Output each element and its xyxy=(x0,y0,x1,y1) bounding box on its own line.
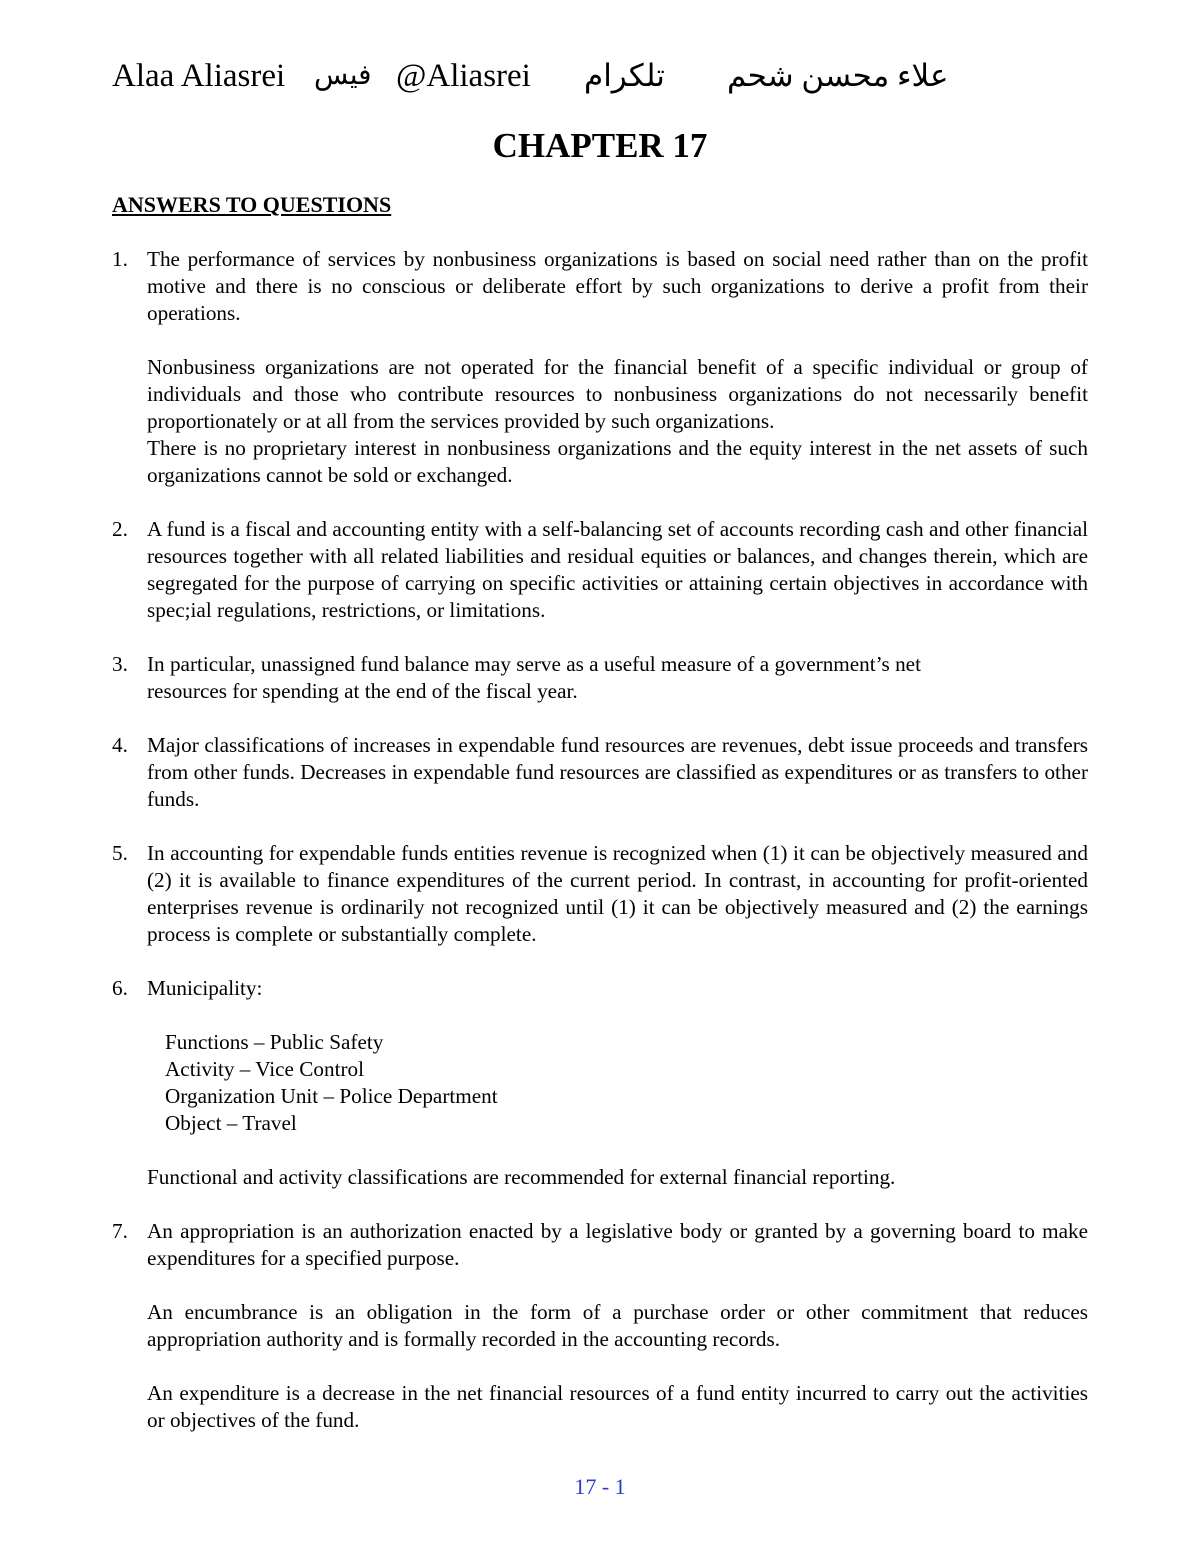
answer-intro: Municipality: xyxy=(147,976,263,1000)
answer-item-7 xyxy=(112,1218,1088,1434)
answer-number: 7. xyxy=(112,1219,128,1243)
answer-closing: Functional and activity classifications are recommended for external financial reporting. xyxy=(147,1165,896,1189)
answer-paragraph: In particular, unassigned fund balance may serve as a useful measure of a government’s net xyxy=(147,652,921,676)
header-author-name: Alaa Aliasrei xyxy=(112,58,286,94)
answer-paragraph: There is no proprietary interest in nonbusiness organizations and the equity interest in the net assets of such organizations cannot be sold or exchanged. xyxy=(147,436,1088,487)
answer-paragraph: An encumbrance is an obligation in the form of a purchase order or other commitment that reduces appropriation authority and is formally recorded in the accounting records. xyxy=(147,1300,1088,1351)
answer-paragraph: A fund is a fiscal and accounting entity with a self-balancing set of accounts recording cash and other financial resources together with all related liabilities and residual equities or balances, and changes therein, which are segregated for the purpose of carrying on specific activities or attaining certain objectives in accordance with spec;ial regulations, restrictions, or limitations. xyxy=(147,517,1088,622)
answer-number: 3. xyxy=(112,652,128,676)
answer-item-1 xyxy=(112,246,1088,489)
answer-item-4 xyxy=(112,732,1088,813)
answer-item-3 xyxy=(112,651,1088,705)
header-arabic-telegram: تلكرام xyxy=(584,58,665,93)
answer-paragraph: An expenditure is a decrease in the net financial resources of a fund entity incurred to carry out the activities or objectives of the fund. xyxy=(147,1381,1088,1432)
header-handle: @Aliasrei xyxy=(396,58,531,94)
header-arabic-facebook: فيس xyxy=(314,60,372,91)
header-line xyxy=(112,52,1072,100)
answers-list xyxy=(112,246,1088,1461)
classification-item: Activity – Vice Control xyxy=(165,1057,365,1081)
answer-paragraph: An appropriation is an authorization enacted by a legislative body or granted by a governing board to make expenditures for a specified purpose. xyxy=(147,1219,1088,1270)
answer-paragraph: Major classifications of increases in expendable fund resources are revenues, debt issue proceeds and transfers from other funds. Decreases in expendable fund resources are classified as expenditures or as transfers to other funds. xyxy=(147,733,1088,811)
classification-item: Functions – Public Safety xyxy=(165,1030,384,1054)
answer-number: 2. xyxy=(112,517,128,541)
classification-item: Object – Travel xyxy=(165,1111,297,1135)
chapter-title: CHAPTER 17 xyxy=(492,126,708,165)
answer-item-5 xyxy=(112,840,1088,948)
answer-item-2 xyxy=(112,516,1088,624)
answer-number: 6. xyxy=(112,976,128,1000)
answer-paragraph: In accounting for expendable funds entities revenue is recognized when (1) it can be objectively measured and (2) it is available to finance expenditures of the current period. In contrast, in accounting for profit-oriented enterprises revenue is ordinarily not recognized until (1) it can be objectively measured and (2) the earnings process is complete or substantially complete. xyxy=(147,841,1088,946)
answer-item-6 xyxy=(112,975,1088,1191)
answer-number: 4. xyxy=(112,733,128,757)
answer-number: 5. xyxy=(112,841,128,865)
answer-paragraph: resources for spending at the end of the fiscal year. xyxy=(147,679,578,703)
classification-list xyxy=(165,1029,1088,1137)
header-arabic-name: علاء محسن شحم xyxy=(727,58,949,93)
answer-paragraph: The performance of services by nonbusiness organizations is based on social need rather than on the profit motive and there is no conscious or deliberate effort by such organizations to derive a profit from their operations. xyxy=(147,247,1088,325)
classification-item: Organization Unit – Police Department xyxy=(165,1084,498,1108)
section-heading: ANSWERS TO QUESTIONS xyxy=(112,192,392,217)
page-number: 17 - 1 xyxy=(574,1474,626,1499)
answer-number: 1. xyxy=(112,247,128,271)
answer-paragraph: Nonbusiness organizations are not operated for the financial benefit of a specific individual or group of individuals and those who contribute resources to nonbusiness organizations do not necessarily benefit proportionately or at all from the services provided by such organizations. xyxy=(147,355,1088,433)
